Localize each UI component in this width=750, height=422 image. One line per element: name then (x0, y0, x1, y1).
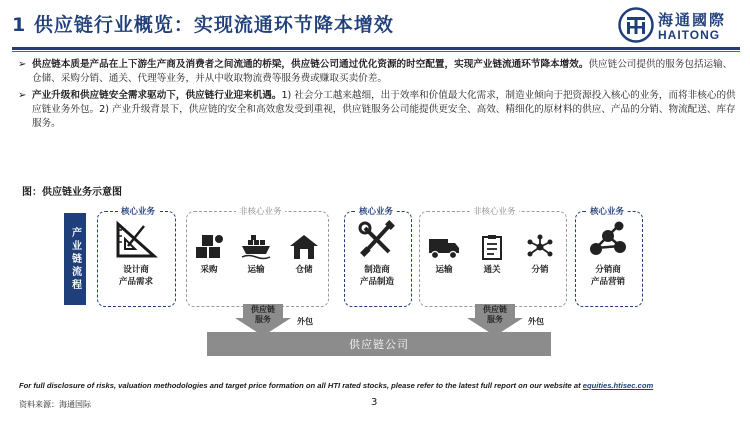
core-label: 核心业务 (356, 205, 396, 217)
source-note: 资料来源：海通国际 (19, 400, 91, 409)
diagram-item-warehouse (284, 234, 324, 276)
core-label: 核心业务 (587, 205, 627, 217)
page-title: 1 供应链行业概览：实现流通环节降本增效 (12, 14, 394, 36)
noncore-label: 非核心业务 (470, 205, 519, 217)
bullet-bold-text: 产业升级和供应链安全需求驱动下，供应链行业迎来机遇。 (32, 90, 282, 101)
outsource-label-right: 外包 (528, 317, 544, 326)
arrow-bullet-icon: ➢ (18, 90, 27, 101)
people-network-icon (588, 220, 628, 260)
clipboard-icon (479, 234, 505, 260)
diagram-item-shipping (236, 234, 276, 276)
item-label: 采购 (200, 265, 218, 275)
service-label-left: 供应链 服务 (251, 305, 275, 324)
diagram-item-distributor (577, 220, 639, 288)
disclaimer-link[interactable]: equities.htisec.com (582, 381, 654, 390)
warehouse-icon (289, 234, 319, 260)
disclaimer-text: For full disclosure of risks, valuation methodologies and target price formation on all HTI rated stocks, please refer to the latest full report on our website at (19, 381, 583, 390)
noncore-label: 非核心业务 (236, 205, 285, 217)
diagram-item-manufacturer (346, 220, 408, 288)
haitong-logo-icon (618, 7, 654, 43)
diagram-item-distribution (520, 234, 560, 276)
item-label: 设计商 产品需求 (118, 265, 153, 287)
haitong-logo (618, 7, 742, 45)
arrow-bullet-icon: ➢ (18, 59, 27, 70)
diagram-item-customs (472, 234, 512, 276)
figure-label: 图：供应链业务示意图 (22, 187, 122, 198)
design-tools-icon (114, 220, 158, 260)
bullet-item (18, 58, 736, 86)
item-label: 通关 (483, 265, 501, 275)
bullet-item (18, 89, 736, 131)
wrench-screwdriver-icon (357, 220, 397, 260)
service-label-right: 供应链 服务 (483, 305, 507, 324)
disclaimer (19, 381, 653, 390)
core-label: 核心业务 (118, 205, 158, 217)
item-label: 分销商 产品营销 (590, 265, 625, 287)
diagram-item-transport (424, 234, 464, 276)
bullet-bold-text: 供应链本质是产品在上下游生产商及消费者之间流通的桥梁，供应链公司通过优化资源的时空配置，实现产业链流通环节降本增效。 (32, 59, 589, 70)
outsource-label-left: 外包 (297, 317, 313, 326)
bullet-text: 1) 社会分工越来越细，出于效率和价值最大化需求，制造业倾向于把资源投入核心的业务，而将非核心的供应链业务外包。2) 产业升级背景下，供应链的安全和高效愈发受到重视，供应链服务公司能提供更安全、高效、精细化的原材料的供应、产品的分销、物流配送、库存服务。 (32, 90, 736, 129)
item-label: 运输 (247, 265, 265, 275)
page-number: 3 (371, 397, 378, 408)
diagram-item-procurement (190, 234, 228, 276)
diagram-item-designer (100, 220, 172, 288)
title-rule-accent (12, 51, 740, 52)
item-label: 仓储 (295, 265, 313, 275)
logo-en-text: HAITONG (658, 28, 721, 42)
network-icon (526, 234, 554, 260)
cargo-ship-icon (240, 234, 272, 260)
item-label: 运输 (435, 265, 453, 275)
item-label: 分销 (531, 265, 549, 275)
title-rule (12, 47, 740, 50)
truck-icon (428, 234, 460, 260)
side-tag: 产业链流程 (64, 213, 86, 305)
item-label: 制造商 产品制造 (359, 265, 394, 287)
bullet-list (18, 58, 736, 134)
logo-cn-text: 海通國際 (658, 11, 727, 29)
bullet-text: 供应链公司提供的服务包括运输、仓储、采购分销、通关、代理等业务，并从中收取物流费等服务费或赚取买卖价差。 (32, 59, 733, 84)
supply-chain-company-bar: 供应链公司 (207, 332, 551, 356)
boxes-icon (194, 234, 224, 260)
